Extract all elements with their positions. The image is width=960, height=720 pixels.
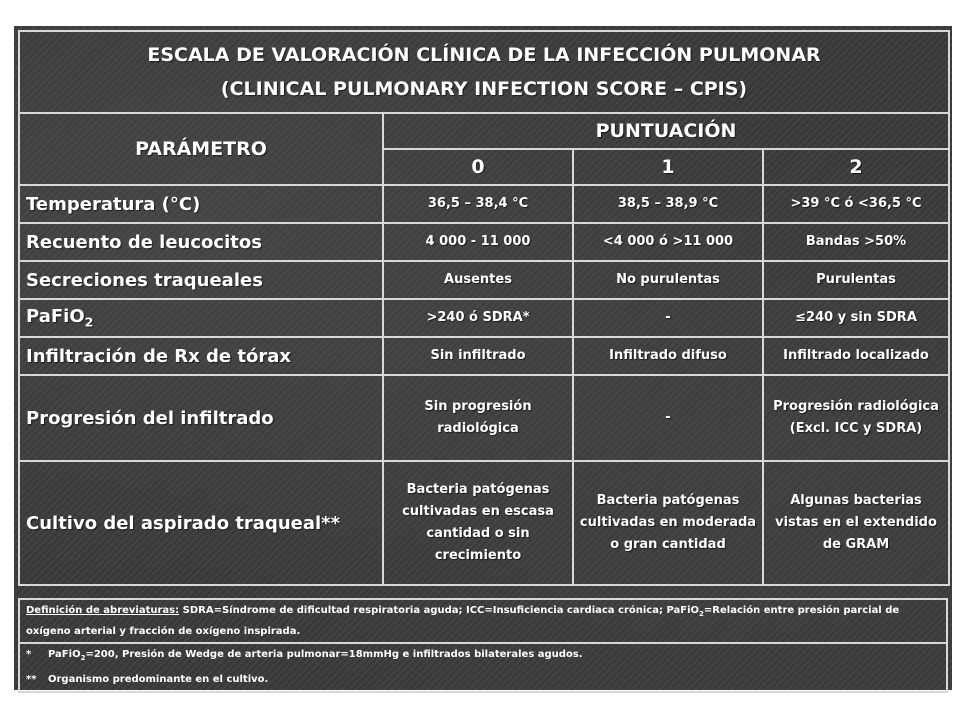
table-row: [19, 337, 949, 375]
cell-value: Bacteria patógenas cultivadas en escasa cantidad o sin crecimiento: [383, 461, 573, 585]
cell-value: Bandas >50%: [763, 223, 949, 261]
footnote-text: Organismo predominante en el cultivo.: [48, 674, 269, 685]
slide-background: [14, 26, 952, 690]
cell-value: No purulentas: [573, 261, 763, 299]
cell-value: Ausentes: [383, 261, 573, 299]
footnote-single-star: [20, 644, 946, 669]
cpis-table: [18, 30, 950, 586]
footnote-sub: 2: [80, 654, 86, 662]
cell-value: ≤240 y sin SDRA: [763, 299, 949, 337]
abbreviations-label: Definición de abreviaturas:: [26, 605, 180, 616]
footnote-mark: **: [26, 674, 37, 685]
cell-value: Infiltrado localizado: [763, 337, 949, 375]
cell-value: -: [573, 299, 763, 337]
param-pafio2-sub: 2: [84, 314, 94, 330]
footnote-mark: *: [26, 649, 32, 660]
cell-value: <4 000 ó >11 000: [573, 223, 763, 261]
score-1: 1: [573, 149, 763, 185]
param-pafio2-main: PaFiO: [26, 306, 85, 328]
score-0: 0: [383, 149, 573, 185]
table-row: [19, 261, 949, 299]
param-culture: Cultivo del aspirado traqueal**: [19, 461, 383, 585]
abbreviations-text-a: SDRA=Síndrome de dificultad respiratoria aguda; ICC=Insuficiencia cardiaca crónica; PaFiO: [179, 605, 700, 616]
cell-value: Algunas bacterias vistas en el extendido de GRAM: [763, 461, 949, 585]
cell-value: 36,5 – 38,4 °C: [383, 185, 573, 223]
cell-value: Progresión radiológica (Excl. ICC y SDRA): [763, 375, 949, 461]
cell-value: -: [573, 375, 763, 461]
param-progression: Progresión del infiltrado: [19, 375, 383, 461]
param-temperature: Temperatura (°C): [19, 185, 383, 223]
cell-value: 4 000 - 11 000: [383, 223, 573, 261]
title-line-1: ESCALA DE VALORACIÓN CLÍNICA DE LA INFECCIÓN PULMONAR: [147, 44, 821, 66]
table-row: [19, 185, 949, 223]
footnote-text-a: PaFiO: [48, 649, 81, 660]
header-score: PUNTUACIÓN: [383, 113, 949, 149]
table-row: [19, 461, 949, 585]
param-leukocytes: Recuento de leucocitos: [19, 223, 383, 261]
table-title: [19, 31, 949, 113]
param-pafio2: [19, 299, 383, 337]
cell-value: >39 °C ó <36,5 °C: [763, 185, 949, 223]
title-line-2: (CLINICAL PULMONARY INFECTION SCORE – CPIS): [220, 78, 748, 100]
cell-value: Bacteria patógenas cultivadas en moderada o gran cantidad: [573, 461, 763, 585]
abbreviations-definition: [20, 600, 946, 644]
table-row: [19, 299, 949, 337]
footnote-text-b: =200, Presión de Wedge de arteria pulmonar=18mmHg e infiltrados bilaterales agudos.: [85, 649, 583, 660]
cell-value: >240 ó SDRA*: [383, 299, 573, 337]
param-secretions: Secreciones traqueales: [19, 261, 383, 299]
abbreviations-text-b: =Relación entre presión parcial de oxígeno arterial y fracción de oxígeno inspirada.: [26, 605, 900, 637]
abbreviations-sub: 2: [699, 610, 704, 618]
param-xray: Infiltración de Rx de tórax: [19, 337, 383, 375]
score-2: 2: [763, 149, 949, 185]
cell-value: Sin infiltrado: [383, 337, 573, 375]
footnotes: [18, 598, 948, 693]
table-row: [19, 375, 949, 461]
cell-value: Purulentas: [763, 261, 949, 299]
header-parameter: PARÁMETRO: [19, 113, 383, 185]
cell-value: Sin progresión radiológica: [383, 375, 573, 461]
cell-value: Infiltrado difuso: [573, 337, 763, 375]
table-row: [19, 223, 949, 261]
cell-value: 38,5 – 38,9 °C: [573, 185, 763, 223]
footnote-double-star: [20, 669, 946, 691]
